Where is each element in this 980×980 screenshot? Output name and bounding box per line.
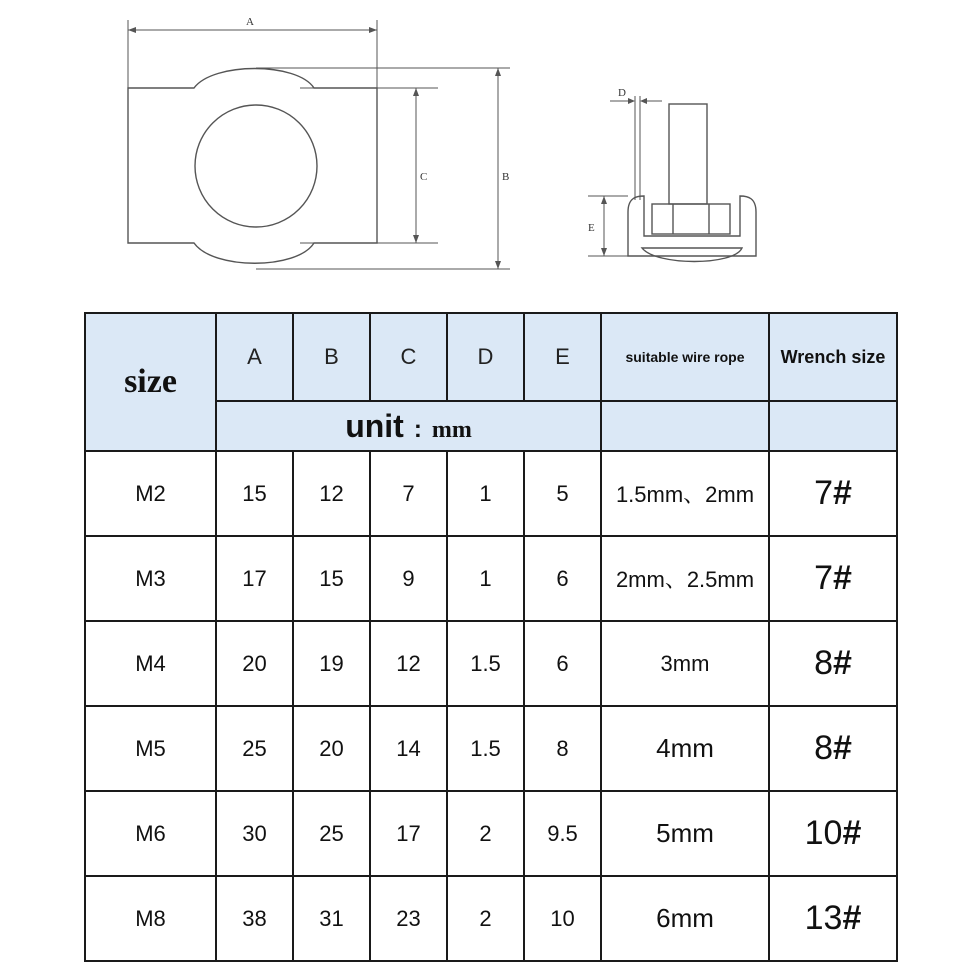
front-view <box>128 20 510 269</box>
wire-rope-cell: 1.5mm、2mm <box>601 451 769 536</box>
technical-drawing <box>0 0 980 300</box>
wrench-cell <box>769 706 897 791</box>
dim-d-cell: 1 <box>447 451 524 536</box>
wrench-number: 13 <box>804 899 843 937</box>
dim-label-b: B <box>502 171 510 183</box>
dim-a-cell: 17 <box>216 536 293 621</box>
header-row <box>85 313 897 401</box>
table-row <box>85 706 897 791</box>
unit-value: mm <box>431 416 472 443</box>
size-header: size <box>85 313 216 451</box>
side-view-base <box>642 248 742 262</box>
wire-rope-cell: 5mm <box>601 791 769 876</box>
dim-e-cell: 6 <box>524 536 601 621</box>
dim-a-cell: 30 <box>216 791 293 876</box>
side-view <box>588 96 756 262</box>
dim-label-c: C <box>420 171 428 183</box>
size-cell: M8 <box>85 876 216 961</box>
dim-d-cell: 2 <box>447 791 524 876</box>
side-view-cup <box>628 196 756 256</box>
dim-a-cell: 20 <box>216 621 293 706</box>
header-b: B <box>293 313 370 401</box>
wire-rope-cell: 3mm <box>601 621 769 706</box>
header-e: E <box>524 313 601 401</box>
wrench-number: 8 <box>814 729 833 767</box>
dim-e-cell: 8 <box>524 706 601 791</box>
dim-d-cell: 1.5 <box>447 706 524 791</box>
unit-cell <box>216 401 601 451</box>
dim-a-cell: 15 <box>216 451 293 536</box>
dim-b-cell: 20 <box>293 706 370 791</box>
size-cell: M2 <box>85 451 216 536</box>
size-table <box>84 312 898 962</box>
wire-rope-cell: 4mm <box>601 706 769 791</box>
front-view-outline <box>128 69 377 264</box>
wire-rope-header: suitable wire rope <box>601 313 769 401</box>
table-row <box>85 451 897 536</box>
dim-e-cell: 6 <box>524 621 601 706</box>
size-cell: M6 <box>85 791 216 876</box>
table-row <box>85 536 897 621</box>
unit-label: unit <box>345 407 404 444</box>
wrench-cell <box>769 621 897 706</box>
header-a: A <box>216 313 293 401</box>
wrench-number: 8 <box>814 644 833 682</box>
unit-row-wire-blank <box>601 401 769 451</box>
size-cell: M5 <box>85 706 216 791</box>
dim-b-cell: 31 <box>293 876 370 961</box>
wire-rope-cell: 2mm、2.5mm <box>601 536 769 621</box>
unit-separator: : <box>413 415 422 443</box>
side-view-nut <box>652 204 730 234</box>
front-view-bore <box>195 105 317 227</box>
wrench-size-header: Wrench size <box>769 313 897 401</box>
dim-e-cell: 10 <box>524 876 601 961</box>
dim-c-cell: 9 <box>370 536 447 621</box>
wrench-hash: # <box>842 899 862 937</box>
dim-d-cell: 1 <box>447 536 524 621</box>
wire-rope-cell: 6mm <box>601 876 769 961</box>
dim-label-d: D <box>618 87 626 99</box>
wrench-number: 10 <box>804 814 843 852</box>
dim-a-cell: 38 <box>216 876 293 961</box>
side-view-stud <box>669 104 707 204</box>
wrench-cell <box>769 536 897 621</box>
dim-label-e: E <box>588 222 595 234</box>
dim-b-cell: 25 <box>293 791 370 876</box>
dim-b-cell: 15 <box>293 536 370 621</box>
dim-b-cell: 19 <box>293 621 370 706</box>
wrench-cell <box>769 791 897 876</box>
wrench-hash: # <box>833 559 852 597</box>
dim-d-cell: 2 <box>447 876 524 961</box>
wrench-hash: # <box>833 644 852 682</box>
wrench-cell <box>769 876 897 961</box>
table-row <box>85 791 897 876</box>
dim-d-cell: 1.5 <box>447 621 524 706</box>
wrench-hash: # <box>833 474 852 512</box>
dim-a-cell: 25 <box>216 706 293 791</box>
wrench-cell <box>769 451 897 536</box>
wrench-hash: # <box>842 814 862 852</box>
dim-c-cell: 12 <box>370 621 447 706</box>
dim-c-cell: 23 <box>370 876 447 961</box>
dim-label-a: A <box>246 16 254 28</box>
header-c: C <box>370 313 447 401</box>
wrench-hash: # <box>833 729 852 767</box>
dim-c-cell: 14 <box>370 706 447 791</box>
wrench-number: 7 <box>814 559 833 597</box>
table-row <box>85 876 897 961</box>
dim-e-cell: 5 <box>524 451 601 536</box>
size-cell: M3 <box>85 536 216 621</box>
table-row <box>85 621 897 706</box>
dim-c-cell: 7 <box>370 451 447 536</box>
size-cell: M4 <box>85 621 216 706</box>
technical-drawing-svg <box>0 0 980 300</box>
header-d: D <box>447 313 524 401</box>
dim-c-cell: 17 <box>370 791 447 876</box>
dim-e-cell: 9.5 <box>524 791 601 876</box>
wrench-number: 7 <box>814 474 833 512</box>
unit-row-wrench-blank <box>769 401 897 451</box>
dim-b-cell: 12 <box>293 451 370 536</box>
